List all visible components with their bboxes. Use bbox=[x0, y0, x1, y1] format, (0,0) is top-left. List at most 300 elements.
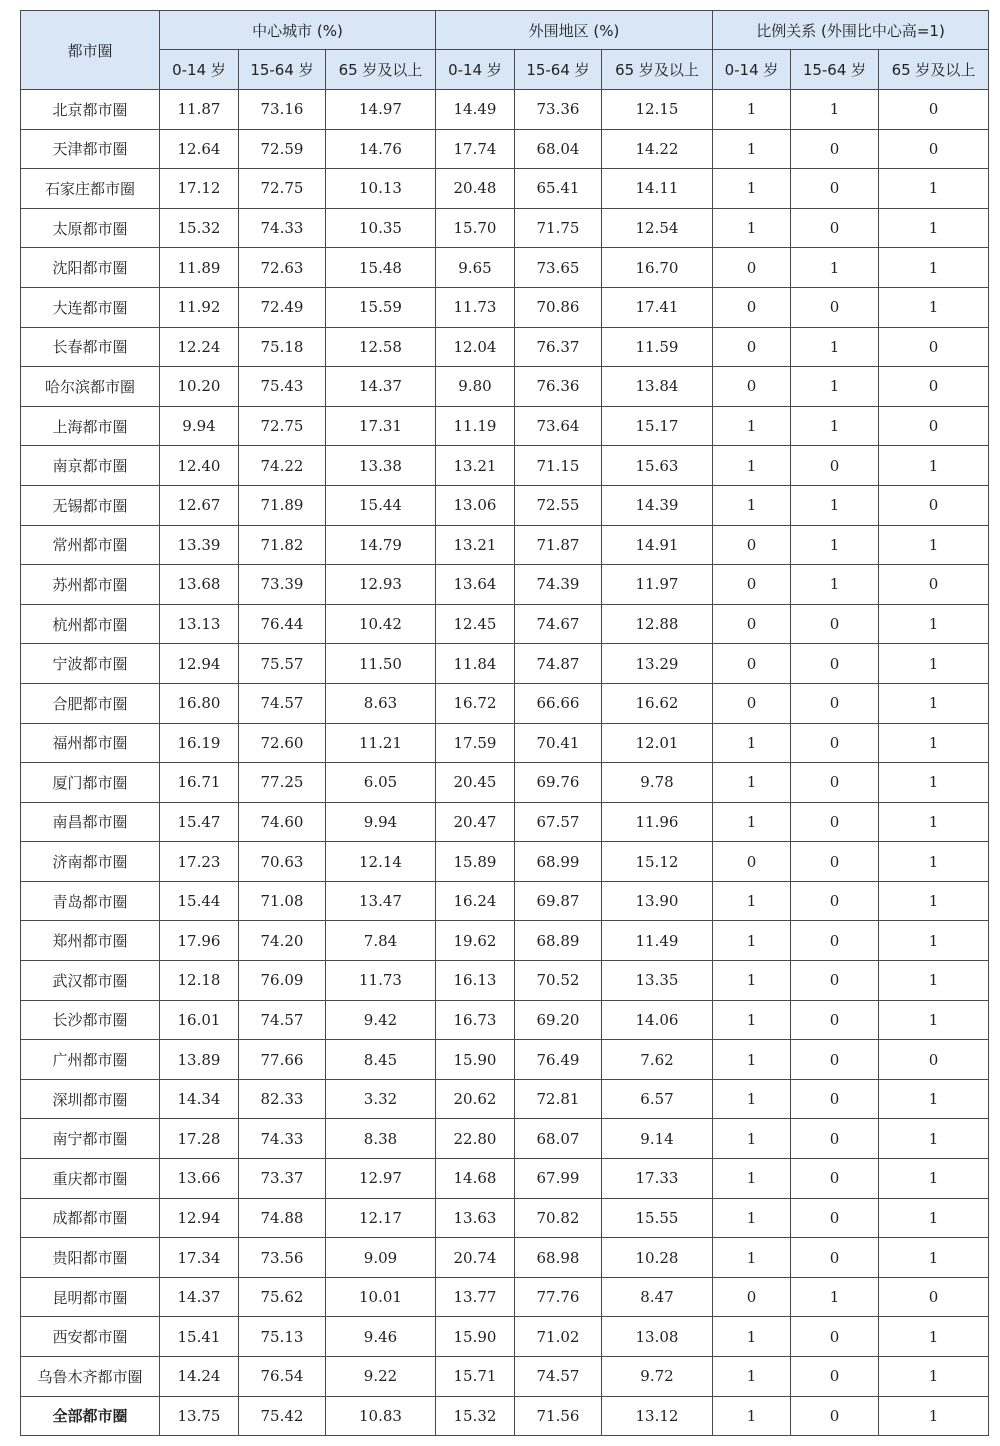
table-cell: 1 bbox=[713, 485, 791, 525]
region-name-cell: 乌鲁木齐都市圈 bbox=[21, 1357, 160, 1397]
table-row bbox=[21, 1119, 989, 1159]
region-name-cell: 广州都市圈 bbox=[21, 1040, 160, 1080]
table-cell: 12.01 bbox=[602, 723, 713, 763]
table-cell: 1 bbox=[713, 446, 791, 486]
sub-header-cell: 65 岁及以上 bbox=[326, 50, 436, 90]
table-cell: 1 bbox=[713, 961, 791, 1001]
table-cell: 9.65 bbox=[436, 248, 515, 288]
table-row bbox=[21, 1159, 989, 1199]
table-cell: 68.04 bbox=[515, 129, 602, 169]
table-cell: 0 bbox=[879, 406, 989, 446]
table-cell: 74.22 bbox=[239, 446, 326, 486]
table-cell: 17.12 bbox=[160, 169, 239, 209]
table-cell: 11.59 bbox=[602, 327, 713, 367]
table-cell: 1 bbox=[713, 1357, 791, 1397]
table-cell: 0 bbox=[713, 287, 791, 327]
table-cell: 17.59 bbox=[436, 723, 515, 763]
table-cell: 12.67 bbox=[160, 485, 239, 525]
table-cell: 8.45 bbox=[326, 1040, 436, 1080]
table-cell: 9.22 bbox=[326, 1357, 436, 1397]
table-cell: 1 bbox=[791, 90, 879, 130]
table-cell: 71.87 bbox=[515, 525, 602, 565]
table-cell: 15.17 bbox=[602, 406, 713, 446]
region-name-cell: 长沙都市圈 bbox=[21, 1000, 160, 1040]
table-cell: 0 bbox=[791, 1198, 879, 1238]
table-cell: 6.05 bbox=[326, 763, 436, 803]
table-cell: 76.49 bbox=[515, 1040, 602, 1080]
table-cell: 13.47 bbox=[326, 881, 436, 921]
table-cell: 13.84 bbox=[602, 367, 713, 407]
table-cell: 70.86 bbox=[515, 287, 602, 327]
table-cell: 73.65 bbox=[515, 248, 602, 288]
table-cell: 0 bbox=[791, 763, 879, 803]
table-cell: 1 bbox=[879, 683, 989, 723]
table-cell: 16.71 bbox=[160, 763, 239, 803]
table-cell: 76.54 bbox=[239, 1357, 326, 1397]
table-cell: 14.76 bbox=[326, 129, 436, 169]
table-cell: 17.31 bbox=[326, 406, 436, 446]
table-cell: 10.01 bbox=[326, 1277, 436, 1317]
table-cell: 73.36 bbox=[515, 90, 602, 130]
table-cell: 68.89 bbox=[515, 921, 602, 961]
table-cell: 15.44 bbox=[326, 485, 436, 525]
table-cell: 12.45 bbox=[436, 604, 515, 644]
table-row bbox=[21, 327, 989, 367]
table-row bbox=[21, 1238, 989, 1278]
table-cell: 14.24 bbox=[160, 1357, 239, 1397]
region-name-cell: 深圳都市圈 bbox=[21, 1079, 160, 1119]
table-cell: 14.11 bbox=[602, 169, 713, 209]
table-cell: 1 bbox=[791, 327, 879, 367]
table-cell: 74.60 bbox=[239, 802, 326, 842]
table-cell: 8.63 bbox=[326, 683, 436, 723]
table-row bbox=[21, 129, 989, 169]
table-row bbox=[21, 525, 989, 565]
table-cell: 1 bbox=[879, 644, 989, 684]
region-name-cell: 郑州都市圈 bbox=[21, 921, 160, 961]
table-cell: 16.13 bbox=[436, 961, 515, 1001]
table-cell: 77.25 bbox=[239, 763, 326, 803]
table-cell: 0 bbox=[879, 129, 989, 169]
table-cell: 1 bbox=[879, 604, 989, 644]
table-cell: 12.14 bbox=[326, 842, 436, 882]
table-cell: 0 bbox=[791, 287, 879, 327]
table-cell: 69.20 bbox=[515, 1000, 602, 1040]
region-name-cell: 厦门都市圈 bbox=[21, 763, 160, 803]
table-cell: 14.91 bbox=[602, 525, 713, 565]
table-cell: 72.75 bbox=[239, 406, 326, 446]
table-row bbox=[21, 169, 989, 209]
table-cell: 16.62 bbox=[602, 683, 713, 723]
table-cell: 14.06 bbox=[602, 1000, 713, 1040]
table-cell: 14.22 bbox=[602, 129, 713, 169]
table-cell: 70.52 bbox=[515, 961, 602, 1001]
region-name-cell: 南京都市圈 bbox=[21, 446, 160, 486]
table-cell: 11.84 bbox=[436, 644, 515, 684]
region-name-cell: 哈尔滨都市圈 bbox=[21, 367, 160, 407]
table-cell: 11.73 bbox=[436, 287, 515, 327]
table-row bbox=[21, 248, 989, 288]
region-name-cell: 济南都市圈 bbox=[21, 842, 160, 882]
table-cell: 15.41 bbox=[160, 1317, 239, 1357]
table-cell: 1 bbox=[879, 723, 989, 763]
group-header-periphery: 外围地区 (%) bbox=[436, 11, 713, 50]
table-cell: 73.56 bbox=[239, 1238, 326, 1278]
table-cell: 11.19 bbox=[436, 406, 515, 446]
table-cell: 1 bbox=[713, 921, 791, 961]
table-cell: 0 bbox=[879, 485, 989, 525]
group-header-center-city: 中心城市 (%) bbox=[160, 11, 436, 50]
table-cell: 13.38 bbox=[326, 446, 436, 486]
table-cell: 1 bbox=[713, 1079, 791, 1119]
table-cell: 1 bbox=[879, 1317, 989, 1357]
table-cell: 1 bbox=[879, 248, 989, 288]
table-cell: 20.47 bbox=[436, 802, 515, 842]
table-row bbox=[21, 565, 989, 605]
table-cell: 1 bbox=[713, 1317, 791, 1357]
table-cell: 12.04 bbox=[436, 327, 515, 367]
table-row bbox=[21, 921, 989, 961]
table-cell: 76.36 bbox=[515, 367, 602, 407]
table-cell: 1 bbox=[791, 406, 879, 446]
table-cell: 1 bbox=[713, 406, 791, 446]
table-row bbox=[21, 1277, 989, 1317]
table-cell: 1 bbox=[879, 169, 989, 209]
table-cell: 74.57 bbox=[239, 683, 326, 723]
table-cell: 75.42 bbox=[239, 1396, 326, 1436]
table-cell: 1 bbox=[791, 485, 879, 525]
table-cell: 1 bbox=[713, 723, 791, 763]
table-cell: 1 bbox=[791, 367, 879, 407]
table-cell: 0 bbox=[791, 1238, 879, 1278]
table-cell: 0 bbox=[791, 961, 879, 1001]
table-cell: 14.37 bbox=[326, 367, 436, 407]
table-cell: 12.94 bbox=[160, 1198, 239, 1238]
table-cell: 0 bbox=[879, 1040, 989, 1080]
table-cell: 0 bbox=[791, 604, 879, 644]
table-cell: 71.82 bbox=[239, 525, 326, 565]
table-cell: 10.20 bbox=[160, 367, 239, 407]
table-cell: 1 bbox=[713, 1396, 791, 1436]
table-cell: 9.42 bbox=[326, 1000, 436, 1040]
table-cell: 16.01 bbox=[160, 1000, 239, 1040]
table-row bbox=[21, 1040, 989, 1080]
table-cell: 13.35 bbox=[602, 961, 713, 1001]
table-cell: 70.63 bbox=[239, 842, 326, 882]
table-cell: 76.37 bbox=[515, 327, 602, 367]
table-cell: 67.57 bbox=[515, 802, 602, 842]
table-cell: 68.99 bbox=[515, 842, 602, 882]
table-cell: 0 bbox=[791, 1000, 879, 1040]
region-name-cell: 苏州都市圈 bbox=[21, 565, 160, 605]
table-cell: 13.75 bbox=[160, 1396, 239, 1436]
table-cell: 76.44 bbox=[239, 604, 326, 644]
table-cell: 13.29 bbox=[602, 644, 713, 684]
table-cell: 14.97 bbox=[326, 90, 436, 130]
table-cell: 73.16 bbox=[239, 90, 326, 130]
table-cell: 1 bbox=[879, 525, 989, 565]
table-cell: 13.64 bbox=[436, 565, 515, 605]
table-row bbox=[21, 683, 989, 723]
table-cell: 0 bbox=[791, 1317, 879, 1357]
table-cell: 12.64 bbox=[160, 129, 239, 169]
sub-header-cell: 65 岁及以上 bbox=[879, 50, 989, 90]
table-cell: 17.96 bbox=[160, 921, 239, 961]
table-cell: 17.34 bbox=[160, 1238, 239, 1278]
table-cell: 72.55 bbox=[515, 485, 602, 525]
table-cell: 17.23 bbox=[160, 842, 239, 882]
table-row bbox=[21, 287, 989, 327]
region-name-cell: 福州都市圈 bbox=[21, 723, 160, 763]
region-name-cell: 南宁都市圈 bbox=[21, 1119, 160, 1159]
table-cell: 7.84 bbox=[326, 921, 436, 961]
table-cell: 0 bbox=[713, 367, 791, 407]
table-cell: 12.54 bbox=[602, 208, 713, 248]
table-cell: 1 bbox=[879, 802, 989, 842]
table-cell: 17.74 bbox=[436, 129, 515, 169]
table-cell: 20.74 bbox=[436, 1238, 515, 1278]
table-cell: 1 bbox=[713, 1000, 791, 1040]
table-cell: 15.55 bbox=[602, 1198, 713, 1238]
table-cell: 11.73 bbox=[326, 961, 436, 1001]
region-name-cell: 天津都市圈 bbox=[21, 129, 160, 169]
table-cell: 9.78 bbox=[602, 763, 713, 803]
table-cell: 74.33 bbox=[239, 1119, 326, 1159]
region-name-cell: 北京都市圈 bbox=[21, 90, 160, 130]
table-cell: 15.70 bbox=[436, 208, 515, 248]
table-cell: 1 bbox=[713, 1159, 791, 1199]
region-name-cell: 无锡都市圈 bbox=[21, 485, 160, 525]
table-cell: 9.46 bbox=[326, 1317, 436, 1357]
region-name-cell: 大连都市圈 bbox=[21, 287, 160, 327]
table-cell: 11.87 bbox=[160, 90, 239, 130]
table-cell: 13.68 bbox=[160, 565, 239, 605]
table-row bbox=[21, 1396, 989, 1436]
table-cell: 75.43 bbox=[239, 367, 326, 407]
table-cell: 74.88 bbox=[239, 1198, 326, 1238]
table-cell: 0 bbox=[879, 90, 989, 130]
table-cell: 12.18 bbox=[160, 961, 239, 1001]
region-name-cell: 合肥都市圈 bbox=[21, 683, 160, 723]
table-cell: 9.72 bbox=[602, 1357, 713, 1397]
table-cell: 0 bbox=[713, 248, 791, 288]
table-cell: 16.70 bbox=[602, 248, 713, 288]
table-row bbox=[21, 604, 989, 644]
table-cell: 1 bbox=[713, 1119, 791, 1159]
table-cell: 12.94 bbox=[160, 644, 239, 684]
table-cell: 14.37 bbox=[160, 1277, 239, 1317]
table-cell: 1 bbox=[879, 842, 989, 882]
table-cell: 1 bbox=[879, 921, 989, 961]
sub-header-cell: 15-64 岁 bbox=[515, 50, 602, 90]
table-cell: 68.98 bbox=[515, 1238, 602, 1278]
region-name-cell: 杭州都市圈 bbox=[21, 604, 160, 644]
table-cell: 11.49 bbox=[602, 921, 713, 961]
table-cell: 13.06 bbox=[436, 485, 515, 525]
table-body bbox=[21, 90, 989, 1436]
table-cell: 0 bbox=[791, 881, 879, 921]
table-cell: 0 bbox=[791, 1119, 879, 1159]
table-cell: 12.93 bbox=[326, 565, 436, 605]
table-cell: 71.75 bbox=[515, 208, 602, 248]
table-row bbox=[21, 367, 989, 407]
table-cell: 12.58 bbox=[326, 327, 436, 367]
table-cell: 0 bbox=[791, 1357, 879, 1397]
table-cell: 72.60 bbox=[239, 723, 326, 763]
table-cell: 1 bbox=[879, 1000, 989, 1040]
table-row bbox=[21, 208, 989, 248]
table-cell: 9.94 bbox=[160, 406, 239, 446]
table-cell: 12.17 bbox=[326, 1198, 436, 1238]
region-column-header: 都市圈 bbox=[21, 11, 160, 90]
region-name-cell: 昆明都市圈 bbox=[21, 1277, 160, 1317]
table-cell: 1 bbox=[713, 1198, 791, 1238]
table-cell: 15.32 bbox=[436, 1396, 515, 1436]
table-cell: 0 bbox=[713, 565, 791, 605]
table-row bbox=[21, 1317, 989, 1357]
table-cell: 72.81 bbox=[515, 1079, 602, 1119]
table-cell: 20.45 bbox=[436, 763, 515, 803]
region-name-cell: 宁波都市圈 bbox=[21, 644, 160, 684]
table-cell: 1 bbox=[713, 802, 791, 842]
table-cell: 0 bbox=[791, 1396, 879, 1436]
table-row bbox=[21, 90, 989, 130]
table-cell: 65.41 bbox=[515, 169, 602, 209]
region-name-cell: 太原都市圈 bbox=[21, 208, 160, 248]
table-cell: 11.89 bbox=[160, 248, 239, 288]
table-cell: 1 bbox=[791, 525, 879, 565]
table-cell: 71.89 bbox=[239, 485, 326, 525]
table-cell: 74.67 bbox=[515, 604, 602, 644]
table-cell: 69.76 bbox=[515, 763, 602, 803]
table-cell: 1 bbox=[879, 763, 989, 803]
region-name-cell: 沈阳都市圈 bbox=[21, 248, 160, 288]
table-cell: 77.66 bbox=[239, 1040, 326, 1080]
table-cell: 71.02 bbox=[515, 1317, 602, 1357]
table-cell: 13.21 bbox=[436, 525, 515, 565]
table-cell: 10.35 bbox=[326, 208, 436, 248]
table-cell: 0 bbox=[713, 842, 791, 882]
table-cell: 74.20 bbox=[239, 921, 326, 961]
table-cell: 15.71 bbox=[436, 1357, 515, 1397]
table-cell: 1 bbox=[713, 1040, 791, 1080]
table-cell: 15.59 bbox=[326, 287, 436, 327]
table-cell: 72.49 bbox=[239, 287, 326, 327]
table-header bbox=[21, 11, 989, 90]
table-cell: 15.48 bbox=[326, 248, 436, 288]
table-row bbox=[21, 881, 989, 921]
table-cell: 1 bbox=[879, 1357, 989, 1397]
table-cell: 12.15 bbox=[602, 90, 713, 130]
table-row bbox=[21, 446, 989, 486]
table-cell: 14.68 bbox=[436, 1159, 515, 1199]
table-cell: 13.13 bbox=[160, 604, 239, 644]
table-cell: 1 bbox=[879, 1238, 989, 1278]
table-cell: 15.47 bbox=[160, 802, 239, 842]
table-cell: 0 bbox=[791, 842, 879, 882]
table-cell: 13.90 bbox=[602, 881, 713, 921]
table-cell: 67.99 bbox=[515, 1159, 602, 1199]
table-cell: 1 bbox=[713, 763, 791, 803]
table-cell: 1 bbox=[879, 961, 989, 1001]
table-cell: 16.73 bbox=[436, 1000, 515, 1040]
table-cell: 14.49 bbox=[436, 90, 515, 130]
table-cell: 9.94 bbox=[326, 802, 436, 842]
table-cell: 14.39 bbox=[602, 485, 713, 525]
table-cell: 0 bbox=[713, 683, 791, 723]
table-cell: 15.90 bbox=[436, 1040, 515, 1080]
region-name-cell: 重庆都市圈 bbox=[21, 1159, 160, 1199]
table-row bbox=[21, 644, 989, 684]
sub-header-cell: 15-64 岁 bbox=[239, 50, 326, 90]
table-cell: 12.24 bbox=[160, 327, 239, 367]
table-cell: 76.09 bbox=[239, 961, 326, 1001]
table-cell: 0 bbox=[879, 327, 989, 367]
table-cell: 16.72 bbox=[436, 683, 515, 723]
table-cell: 74.39 bbox=[515, 565, 602, 605]
table-row bbox=[21, 1357, 989, 1397]
table-cell: 73.39 bbox=[239, 565, 326, 605]
table-cell: 17.41 bbox=[602, 287, 713, 327]
table-cell: 16.80 bbox=[160, 683, 239, 723]
region-name-cell: 上海都市圈 bbox=[21, 406, 160, 446]
table-cell: 73.64 bbox=[515, 406, 602, 446]
table-cell: 1 bbox=[791, 565, 879, 605]
table-cell: 1 bbox=[879, 881, 989, 921]
table-cell: 3.32 bbox=[326, 1079, 436, 1119]
table-cell: 11.50 bbox=[326, 644, 436, 684]
table-cell: 16.24 bbox=[436, 881, 515, 921]
table-cell: 0 bbox=[713, 604, 791, 644]
population-age-table bbox=[20, 10, 989, 1436]
table-cell: 1 bbox=[879, 446, 989, 486]
table-cell: 0 bbox=[879, 1277, 989, 1317]
table-cell: 0 bbox=[713, 525, 791, 565]
table-cell: 19.62 bbox=[436, 921, 515, 961]
table-container bbox=[20, 10, 988, 1436]
table-cell: 71.08 bbox=[239, 881, 326, 921]
table-cell: 15.32 bbox=[160, 208, 239, 248]
table-cell: 66.66 bbox=[515, 683, 602, 723]
table-cell: 13.08 bbox=[602, 1317, 713, 1357]
region-name-cell: 常州都市圈 bbox=[21, 525, 160, 565]
table-row bbox=[21, 485, 989, 525]
table-row bbox=[21, 802, 989, 842]
table-cell: 12.97 bbox=[326, 1159, 436, 1199]
table-cell: 1 bbox=[713, 169, 791, 209]
table-cell: 13.77 bbox=[436, 1277, 515, 1317]
table-cell: 15.89 bbox=[436, 842, 515, 882]
table-cell: 11.96 bbox=[602, 802, 713, 842]
region-name-cell: 武汉都市圈 bbox=[21, 961, 160, 1001]
table-cell: 0 bbox=[791, 1079, 879, 1119]
table-cell: 20.48 bbox=[436, 169, 515, 209]
table-cell: 0 bbox=[791, 1159, 879, 1199]
group-header-ratio: 比例关系 (外围比中心高=1) bbox=[713, 11, 989, 50]
table-cell: 13.89 bbox=[160, 1040, 239, 1080]
table-cell: 0 bbox=[879, 367, 989, 407]
table-row bbox=[21, 723, 989, 763]
table-cell: 6.57 bbox=[602, 1079, 713, 1119]
table-cell: 75.62 bbox=[239, 1277, 326, 1317]
table-cell: 75.57 bbox=[239, 644, 326, 684]
table-cell: 0 bbox=[791, 921, 879, 961]
table-cell: 1 bbox=[713, 90, 791, 130]
table-cell: 0 bbox=[791, 802, 879, 842]
table-cell: 9.09 bbox=[326, 1238, 436, 1278]
table-cell: 9.14 bbox=[602, 1119, 713, 1159]
table-cell: 13.63 bbox=[436, 1198, 515, 1238]
